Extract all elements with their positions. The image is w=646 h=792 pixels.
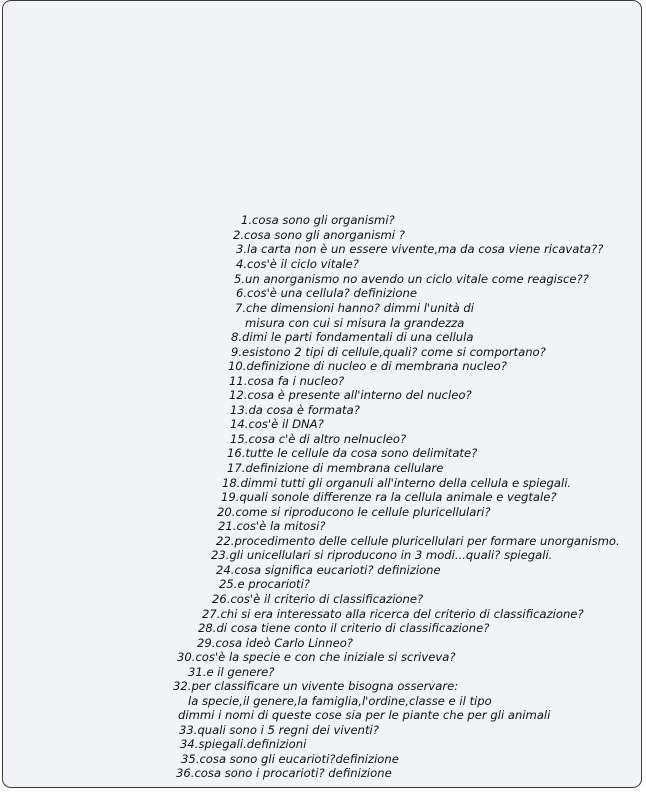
question-line: 21.cos'è la mitosi? bbox=[218, 519, 326, 533]
question-line: 25.e procarioti? bbox=[219, 577, 310, 591]
question-line: 16.tutte le cellule da cosa sono delimitate? bbox=[227, 446, 478, 460]
question-line: 2.cosa sono gli anorganismi ? bbox=[233, 228, 405, 242]
question-line: 7.che dimensioni hanno? dimmi l'unità di bbox=[235, 301, 474, 315]
question-line: 36.cosa sono i procarioti? definizione bbox=[176, 766, 392, 780]
question-line: 15.cosa c'è di altro nelnucleo? bbox=[230, 432, 407, 446]
question-line: 20.come si riproducono le cellule pluricellulari? bbox=[217, 505, 491, 519]
question-line: 35.cosa sono gli eucarioti?definizione bbox=[181, 752, 399, 766]
question-line: 22.procedimento delle cellule pluricellulari per formare unorganismo. bbox=[216, 534, 620, 548]
question-line: 29.cosa ideò Carlo Linneo? bbox=[197, 636, 353, 650]
question-line: 23.gli unicellulari si riproducono in 3 modi...quali? spiegali. bbox=[211, 548, 553, 562]
question-line: 14.cos'è il DNA? bbox=[230, 417, 324, 431]
question-line: 4.cos'è il ciclo vitale? bbox=[236, 257, 359, 271]
question-line: 13.da cosa è formata? bbox=[230, 403, 360, 417]
question-line: 26.cos'è il criterio di classificazione? bbox=[212, 592, 424, 606]
question-line: 32.per classificare un vivente bisogna osservare: bbox=[173, 679, 459, 693]
question-line: 11.cosa fa i nucleo? bbox=[229, 374, 345, 388]
question-line: misura con cui si misura la grandezza bbox=[245, 316, 465, 330]
question-line: dimmi i nomi di queste cose sia per le piante che per gli animali bbox=[178, 708, 551, 722]
question-line: 10.definizione di nucleo e di membrana nucleo? bbox=[228, 359, 507, 373]
question-line: 9.esistono 2 tipi di cellule,quali? come si comportano? bbox=[231, 345, 546, 359]
question-line: 1.cosa sono gli organismi? bbox=[241, 213, 395, 227]
question-line: 12.cosa è presente all'interno del nucleo? bbox=[229, 388, 472, 402]
question-line: 18.dimmi tutti gli organuli all'interno della cellula e spiegali. bbox=[222, 476, 572, 490]
question-line: 31.e il genere? bbox=[188, 665, 275, 679]
question-line: 8.dimi le parti fondamentali di una cellula bbox=[231, 330, 474, 344]
question-line: 5.un anorganismo no avendo un ciclo vitale come reagisce?? bbox=[234, 272, 589, 286]
question-line: 3.la carta non è un essere vivente,ma da cosa viene ricavata?? bbox=[236, 242, 604, 256]
question-line: la specie,il genere,la famiglia,l'ordine,classe e il tipo bbox=[188, 694, 492, 708]
question-line: 34.spiegali.definizioni bbox=[180, 737, 307, 751]
question-line: 17.definizione di membrana cellulare bbox=[227, 461, 444, 475]
question-line: 28.di cosa tiene conto il criterio di classificazione? bbox=[198, 621, 490, 635]
question-line: 6.cos'è una cellula? definizione bbox=[236, 286, 417, 300]
question-line: 24.cosa significa eucarioti? definizione bbox=[216, 563, 441, 577]
question-line: 27.chi si era interessato alla ricerca del criterio di classificazione? bbox=[202, 607, 584, 621]
question-line: 30.cos'è la specie e con che iniziale si scriveva? bbox=[177, 650, 456, 664]
question-line: 19.quali sonole differenze ra la cellula animale e vegtale? bbox=[221, 490, 557, 504]
question-line: 33.quali sono i 5 regni dei viventi? bbox=[179, 723, 379, 737]
